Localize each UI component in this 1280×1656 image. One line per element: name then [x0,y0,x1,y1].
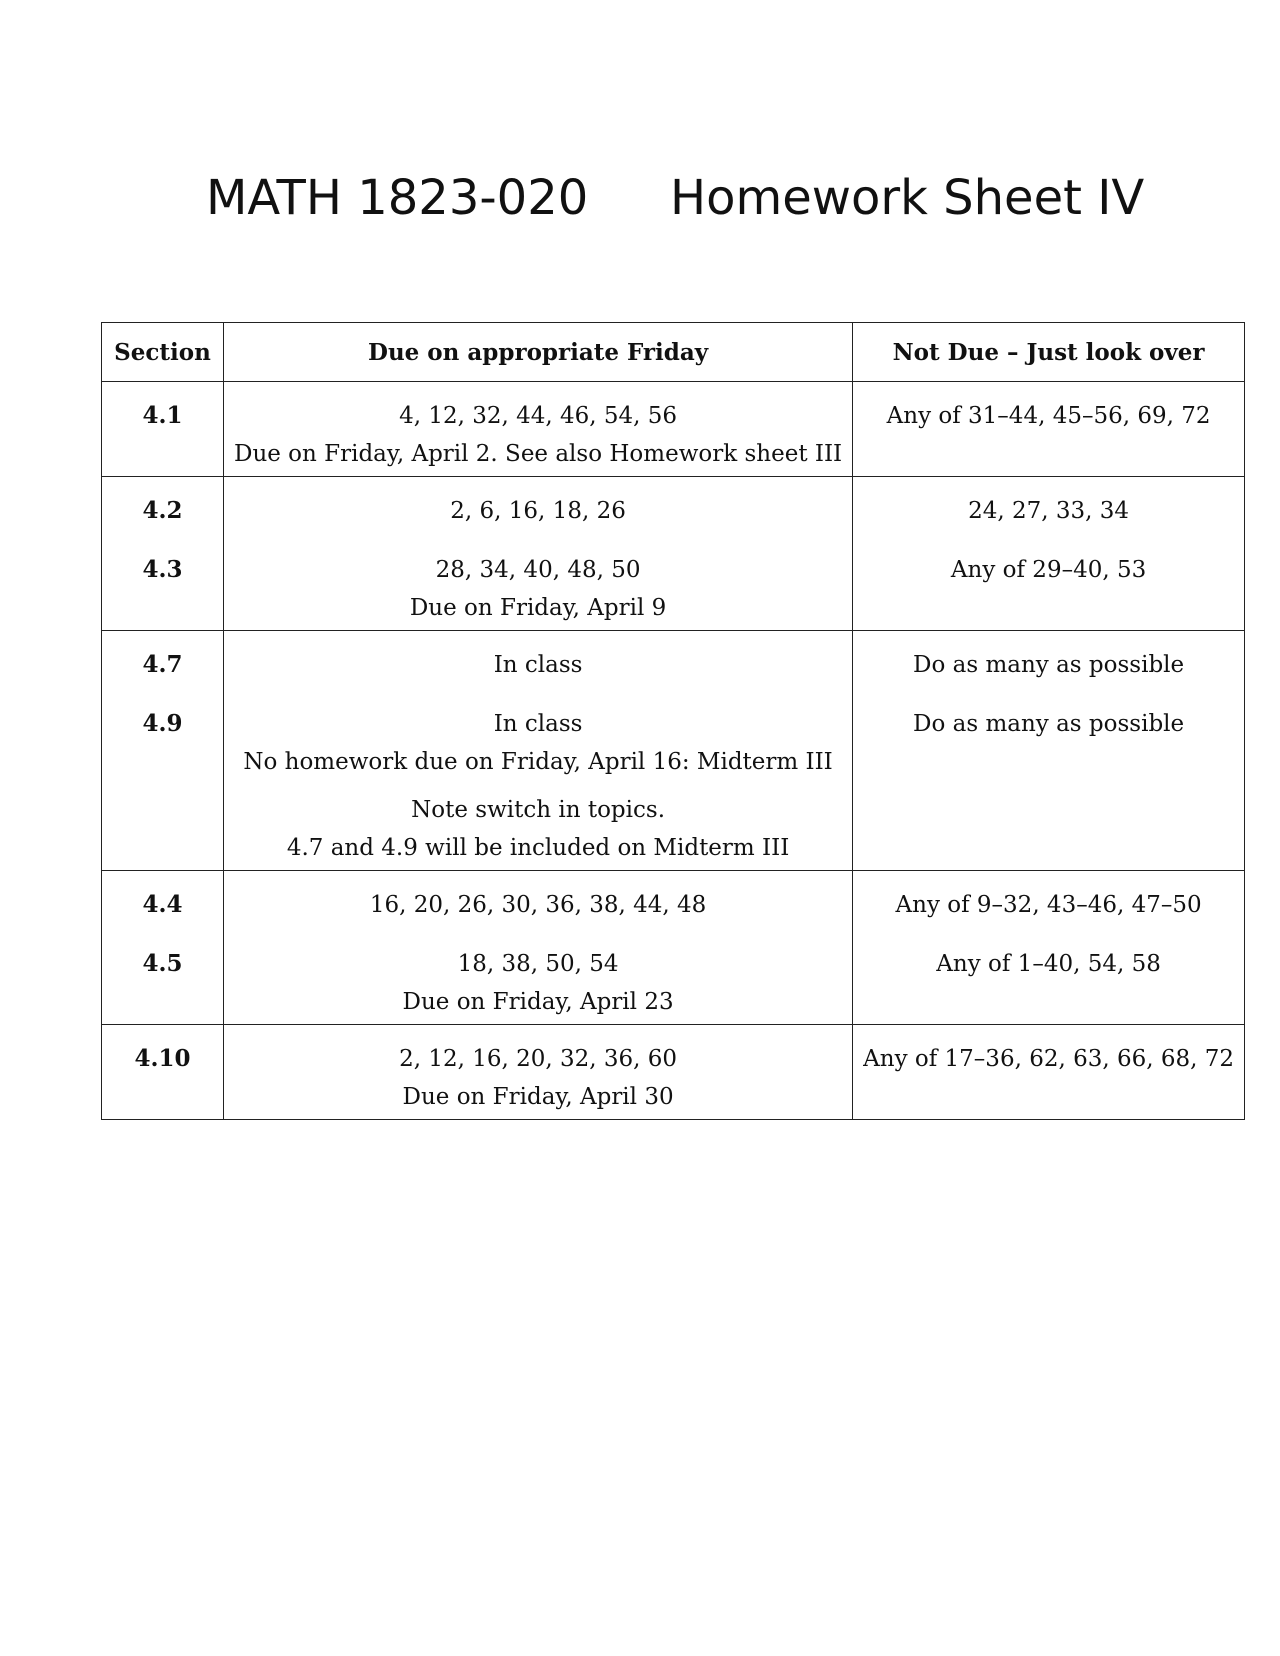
due-note: Note switch in topics. [411,797,666,823]
section-number: 4.2 [142,497,183,524]
due-problems: 16, 20, 26, 30, 36, 38, 44, 48 [369,892,707,918]
page-title [0,168,1280,228]
due-note: Due on Friday, April 9 [409,595,667,621]
homework-table [101,322,1245,1120]
not-due-problems: Any of 29–40, 53 [950,557,1147,583]
not-due-cell [853,871,1245,1025]
not-due-problems: Do as many as possible [913,652,1185,678]
section-number: 4.7 [142,651,183,678]
due-cell [224,871,853,1025]
due-cell [224,477,853,631]
section-number: 4.10 [134,1045,191,1072]
section-number: 4.4 [142,891,183,918]
section-number: 4.9 [142,710,183,737]
not-due-problems: Any of 9–32, 43–46, 47–50 [895,892,1202,918]
section-cell [102,631,224,871]
not-due-problems: Any of 17–36, 62, 63, 66, 68, 72 [863,1046,1235,1072]
due-cell [224,631,853,871]
not-due-cell [853,631,1245,871]
due-problems: 2, 12, 16, 20, 32, 36, 60 [399,1046,678,1072]
table-row [102,871,1245,1025]
sheet-title: Homework Sheet IV [670,170,1145,226]
due-note: 4.7 and 4.9 will be included on Midterm III [286,835,790,861]
section-cell [102,1025,224,1120]
table-row [102,1025,1245,1120]
table-row [102,631,1245,871]
due-note: No homework due on Friday, April 16: Midterm III [243,749,833,775]
not-due-problems: 24, 27, 33, 34 [968,498,1130,524]
section-cell [102,382,224,477]
header-section: Section [102,323,224,382]
header-not-due: Not Due – Just look over [853,323,1245,382]
due-problems: 28, 34, 40, 48, 50 [435,557,641,583]
due-problems: In class [493,652,583,678]
table-row [102,382,1245,477]
not-due-cell [853,477,1245,631]
due-note: Due on Friday, April 23 [402,989,674,1015]
due-problems: 4, 12, 32, 44, 46, 54, 56 [399,403,678,429]
section-cell [102,477,224,631]
due-problems: In class [493,711,583,737]
not-due-cell [853,382,1245,477]
due-cell [224,382,853,477]
section-cell [102,871,224,1025]
due-problems: 18, 38, 50, 54 [457,951,619,977]
due-cell [224,1025,853,1120]
course-title: MATH 1823-020 [206,170,589,226]
header-due: Due on appropriate Friday [224,323,853,382]
due-note: Due on Friday, April 2. See also Homework sheet III [234,441,843,467]
not-due-cell [853,1025,1245,1120]
not-due-problems: Do as many as possible [913,711,1185,737]
not-due-problems: Any of 31–44, 45–56, 69, 72 [886,403,1211,429]
not-due-problems: Any of 1–40, 54, 58 [936,951,1161,977]
section-number: 4.1 [142,402,183,429]
due-note: Due on Friday, April 30 [402,1084,674,1110]
due-problems: 2, 6, 16, 18, 26 [450,498,626,524]
section-number: 4.3 [142,556,183,583]
header-row [102,323,1245,382]
section-number: 4.5 [142,950,183,977]
table-row [102,477,1245,631]
